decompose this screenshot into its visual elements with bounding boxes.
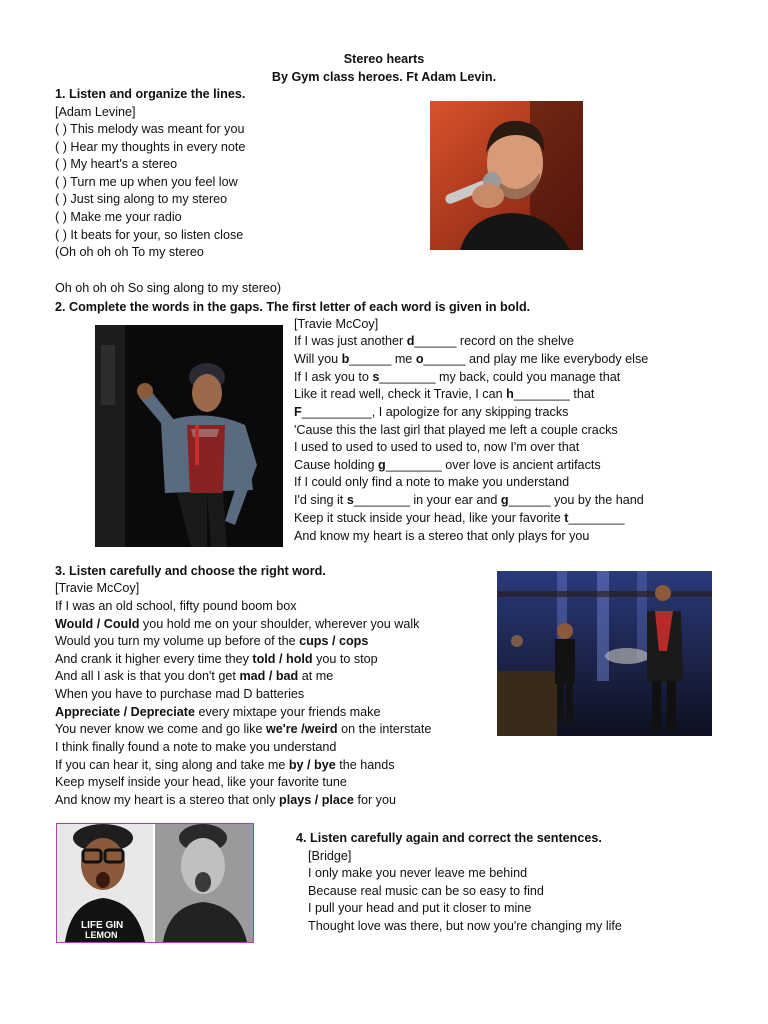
choice-line-7: Appreciate / Depreciate every mixtape your friends make <box>55 705 381 719</box>
section1-heading: 1. Listen and organize the lines. <box>55 87 246 101</box>
section1-speaker: [Adam Levine] <box>55 105 136 119</box>
gap-line-2: Will you b______ me o______ and play me like everybody else <box>294 352 649 366</box>
organize-tail-1: (Oh oh oh oh To my stereo <box>55 245 204 259</box>
gap-line-6: 'Cause this the last girl that played me left a couple cracks <box>294 423 618 437</box>
gap-line-7: I used to used to used to used to, now I'm over that <box>294 440 580 454</box>
gap-line-10: I'd sing it s________ in your ear and g______ you by the hand <box>294 493 644 507</box>
photo-adam-levine <box>430 101 583 250</box>
section4-heading: 4. Listen carefully again and correct the sentences. <box>296 831 602 845</box>
gap-line-9: If I could only find a note to make you understand <box>294 475 570 489</box>
gap-line-12: And know my heart is a stereo that only plays for you <box>294 529 590 543</box>
gap-line-1: If I was just another d______ record on the shelve <box>294 334 575 348</box>
svg-text:LIFE GIN: LIFE GIN <box>81 920 124 931</box>
choice-line-4: And crank it higher every time they told / hold you to stop <box>55 652 378 666</box>
choice-line-10: If you can hear it, sing along and take me by / bye the hands <box>55 758 395 772</box>
choice-line-3: Would you turn my volume up before of the cups / cops <box>55 634 369 648</box>
choice-line-2: Would / Could you hold me on your shoulder, wherever you walk <box>55 617 420 631</box>
organize-line-1: ( ) This melody was meant for you <box>55 122 245 136</box>
organize-line-5: ( ) Just sing along to my stereo <box>55 192 228 206</box>
gap-line-4: Like it read well, check it Travie, I can h________ that <box>294 387 595 401</box>
choice-line-6: When you have to purchase mad D batteries <box>55 687 305 701</box>
page-title: Stereo hearts <box>343 52 425 66</box>
organize-tail-2: Oh oh oh oh So sing along to my stereo) <box>55 281 282 295</box>
organize-line-4: ( ) Turn me up when you feel low <box>55 175 238 189</box>
gap-line-11: Keep it stuck inside your head, like your favorite t________ <box>294 511 625 525</box>
page-subtitle: By Gym class heroes. Ft Adam Levin. <box>271 70 497 84</box>
choice-line-5: And all I ask is that you don't get mad / bad at me <box>55 669 334 683</box>
choice-line-11: Keep myself inside your head, like your favorite tune <box>55 775 347 789</box>
photo-duo-collage <box>56 823 254 943</box>
section3-heading: 3. Listen carefully and choose the right word. <box>55 564 326 578</box>
photo-band-on-stage <box>497 571 712 736</box>
svg-text:LEMON: LEMON <box>85 930 118 940</box>
gap-line-5: F__________, I apologize for any skipping tracks <box>294 405 569 419</box>
section2-speaker: [Travie McCoy] <box>294 317 379 331</box>
organize-line-7: ( ) It beats for your, so listen close <box>55 228 244 242</box>
correct-line-2: Because real music can be so easy to find <box>308 884 544 898</box>
section2-heading: 2. Complete the words in the gaps. The first letter of each word is given in bold. <box>55 300 531 314</box>
choice-line-9: I think finally found a note to make you understand <box>55 740 337 754</box>
section4-speaker: [Bridge] <box>308 849 352 863</box>
correct-line-4: Thought love was there, but now you're changing my life <box>308 919 622 933</box>
photo-travie-mccoy <box>95 325 283 547</box>
organize-line-6: ( ) Make me your radio <box>55 210 182 224</box>
correct-line-1: I only make you never leave me behind <box>308 866 528 880</box>
organize-line-3: ( ) My heart's a stereo <box>55 157 178 171</box>
choice-line-8: You never know we come and go like we're /weird on the interstate <box>55 722 432 736</box>
section3-speaker: [Travie McCoy] <box>55 581 140 595</box>
gap-line-8: Cause holding g________ over love is ancient artifacts <box>294 458 601 472</box>
organize-line-2: ( ) Hear my thoughts in every note <box>55 140 246 154</box>
choice-line-1: If I was an old school, fifty pound boom box <box>55 599 297 613</box>
correct-line-3: I pull your head and put it closer to mine <box>308 901 532 915</box>
gap-line-3: If I ask you to s________ my back, could you manage that <box>294 370 621 384</box>
choice-line-12: And know my heart is a stereo that only plays / place for you <box>55 793 396 807</box>
